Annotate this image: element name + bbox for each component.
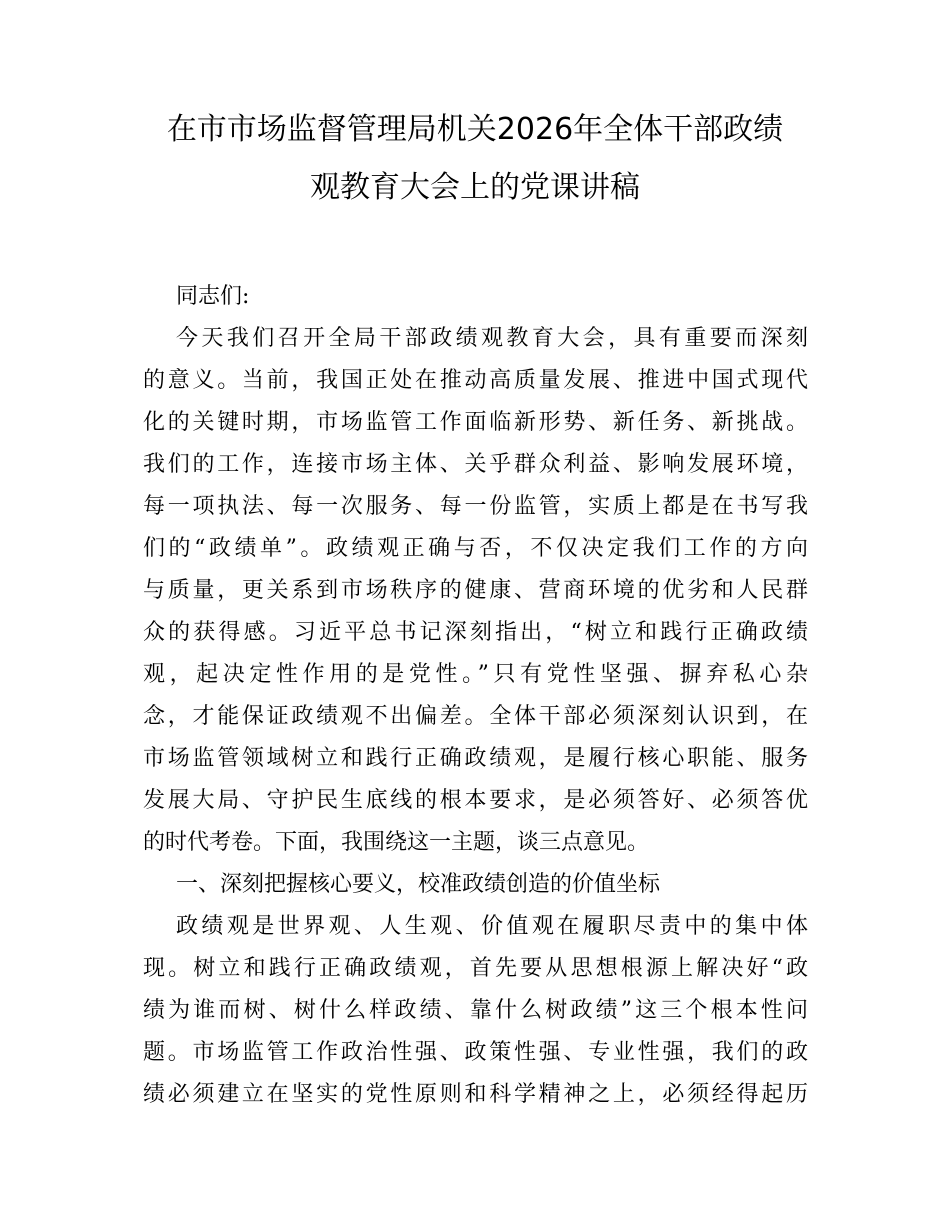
paragraph-line: 观，起决定性作用的是党性。”只有党性坚强、摒弃私心杂 bbox=[143, 662, 808, 687]
salutation: 同志们: bbox=[176, 284, 250, 309]
paragraph-line: 题。市场监管工作政治性强、政策性强、专业性强，我们的政 bbox=[143, 1040, 808, 1065]
paragraph-line: 念，才能保证政绩观不出偏差。全体干部必须深刻认识到，在 bbox=[143, 704, 808, 729]
paragraph-line: 我们的工作，连接市场主体、关乎群众利益、影响发展环境， bbox=[143, 452, 808, 477]
section-heading: 一、深刻把握核心要义，校准政绩创造的价值坐标 bbox=[176, 872, 661, 897]
paragraph-line: 化的关键时期，市场监管工作面临新形势、新任务、新挑战。 bbox=[143, 410, 808, 435]
paragraph-line: 市场监管领域树立和践行正确政绩观，是履行核心职能、服务 bbox=[143, 746, 808, 771]
paragraph-line: 今天我们召开全局干部政绩观教育大会，具有重要而深刻 bbox=[176, 326, 808, 351]
paragraph-line: 政绩观是世界观、人生观、价值观在履职尽责中的集中体 bbox=[176, 914, 808, 939]
paragraph-line: 现。树立和践行正确政绩观，首先要从思想根源上解决好“政 bbox=[143, 956, 808, 981]
paragraph-line: 发展大局、守护民生底线的根本要求，是必须答好、必须答优 bbox=[143, 788, 808, 813]
document-title bbox=[125, 101, 825, 217]
paragraph-line: 众的获得感。习近平总书记深刻指出，“树立和践行正确政绩 bbox=[143, 620, 808, 645]
paragraph-line: 与质量，更关系到市场秩序的健康、营商环境的优劣和人民群 bbox=[143, 578, 808, 603]
title-line-2: 观教育大会上的党课讲稿 bbox=[310, 170, 640, 205]
paragraph-line: 的意义。当前，我国正处在推动高质量发展、推进中国式现代 bbox=[143, 368, 808, 393]
paragraph-line: 绩必须建立在坚实的党性原则和科学精神之上，必须经得起历 bbox=[143, 1082, 808, 1107]
paragraph-line: 每一项执法、每一次服务、每一份监管，实质上都是在书写我 bbox=[143, 494, 808, 519]
paragraph-line: 绩为谁而树、树什么样政绩、靠什么树政绩”这三个根本性问 bbox=[143, 998, 808, 1023]
paragraph-line: 的时代考卷。下面，我围绕这一主题，谈三点意见。 bbox=[143, 830, 650, 855]
document-body bbox=[143, 276, 808, 1116]
title-line-1: 在市市场监督管理局机关2026年全体干部政绩 bbox=[166, 112, 784, 147]
paragraph-line: 们的“政绩单”。政绩观正确与否，不仅决定我们工作的方向 bbox=[143, 536, 808, 561]
